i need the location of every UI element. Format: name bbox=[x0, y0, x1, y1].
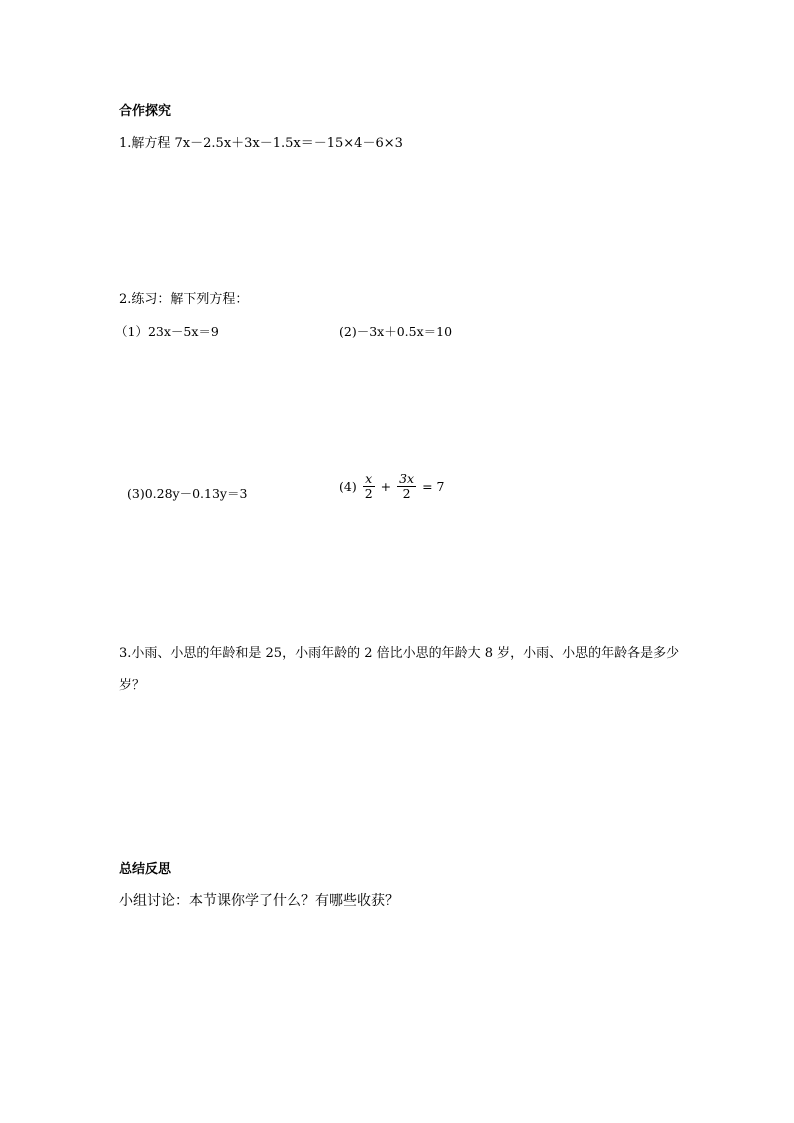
fraction-numerator: 3x bbox=[399, 471, 415, 486]
question-3-line-2: 岁？ bbox=[119, 678, 146, 693]
question-1: 1.解方程 7x－2.5x＋3x－1.5x＝－15×4－6×3 bbox=[119, 136, 403, 151]
fraction-numerator: x bbox=[363, 472, 375, 487]
question-2-title: 2.练习：解下列方程： bbox=[119, 292, 249, 307]
question-3-line-1: 3.小雨、小思的年龄和是 25，小雨年龄的 2 倍比小思的年龄大 8 岁，小雨、小思的年龄各是多少 bbox=[119, 646, 680, 661]
section-heading-cooperate: 合作探究 bbox=[119, 104, 172, 119]
plus-sign: + bbox=[380, 478, 392, 494]
fraction-x-over-2 bbox=[363, 472, 375, 501]
question-2-part-1: （1）23x－5x＝9 bbox=[115, 324, 219, 339]
equation-rhs: = 7 bbox=[422, 478, 445, 494]
question-2-part-3: (3)0.28y－0.13y＝3 bbox=[127, 486, 248, 501]
question-2-part-2: (2)－3x＋0.5x＝10 bbox=[339, 324, 453, 339]
fraction-denominator: 2 bbox=[402, 485, 411, 501]
question-2-part-4 bbox=[339, 472, 445, 501]
part-4-label: (4) bbox=[339, 478, 357, 494]
summary-discussion-text: 小组讨论：本节课你学了什么？有哪些收获？ bbox=[119, 893, 399, 909]
section-heading-summary: 总结反思 bbox=[119, 862, 172, 877]
fraction-3x-over-2 bbox=[397, 472, 416, 501]
fraction-denominator: 2 bbox=[364, 485, 373, 501]
